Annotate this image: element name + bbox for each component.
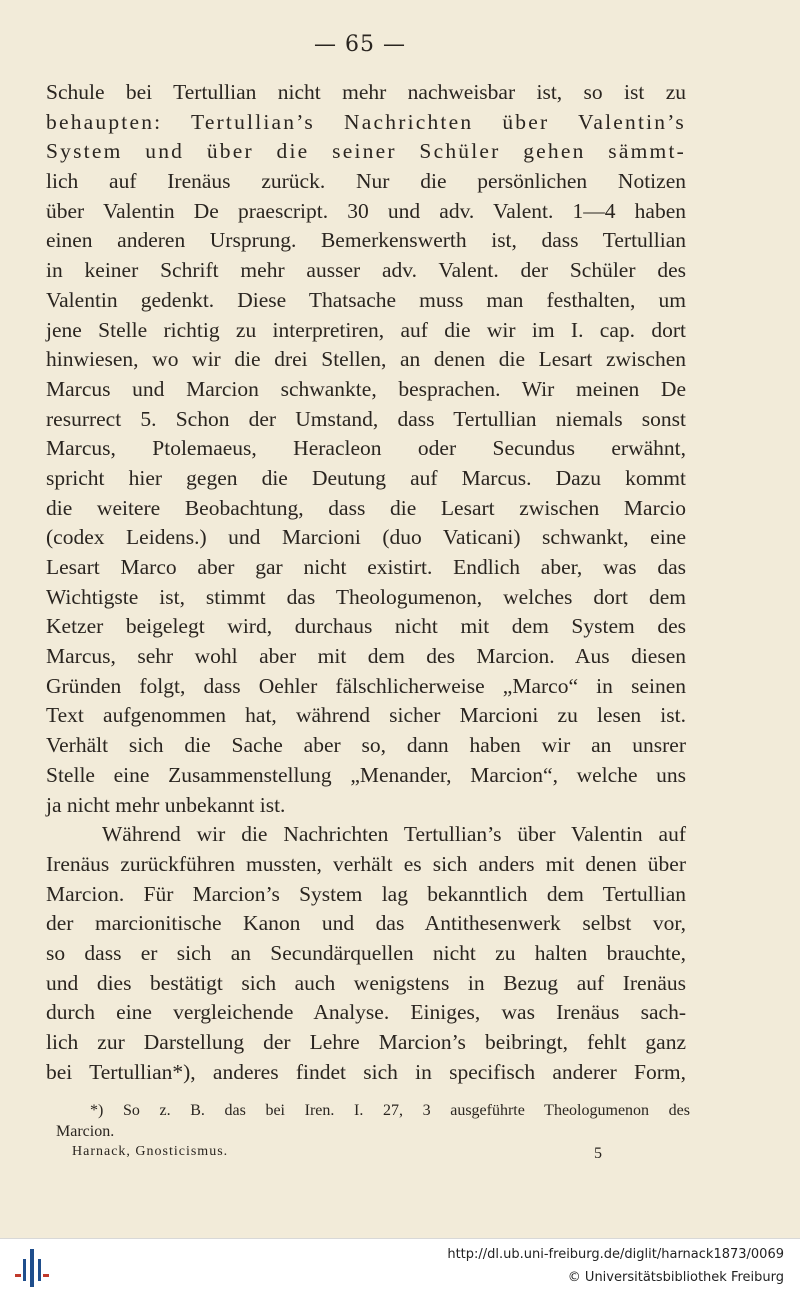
permalink-url[interactable]: http://dl.ub.uni-freiburg.de/diglit/harnack1873/0069: [447, 1247, 784, 1262]
text-line: der marcionitische Kanon und das Antithesenwerk selbst vor,: [46, 911, 686, 936]
copyright-notice: © Universitätsbibliothek Freiburg: [567, 1270, 784, 1285]
page-number: — 65 —: [314, 32, 406, 57]
text-line: Marcus, sehr wohl aber mit dem des Marcion. Aus diesen: [46, 644, 686, 669]
text-line: Gründen folgt, dass Oehler fälschlicherweise „Marco“ in seinen: [46, 673, 686, 698]
text-line: Irenäus zurückführen mussten, verhält es sich anders mit denen über: [46, 851, 686, 876]
text-line: behaupten: Tertullian’s Nachrichten über Valentin’s: [46, 109, 686, 134]
text-line: (codex Leidens.) und Marcioni (duo Vaticani) schwankt, eine: [46, 525, 686, 550]
text-line: Während wir die Nachrichten Tertullian’s über Valentin auf: [102, 822, 686, 847]
text-line: Marcus, Ptolemaeus, Heracleon oder Secundus erwähnt,: [46, 436, 686, 461]
text-line: resurrect 5. Schon der Umstand, dass Tertullian niemals sonst: [46, 406, 686, 431]
viewer-footer: [0, 1238, 800, 1297]
text-line: über Valentin De praescript. 30 und adv. Valent. 1—4 haben: [46, 198, 686, 223]
text-line: System und über die seiner Schüler gehen sämmt-: [46, 139, 686, 164]
text-line: in keiner Schrift mehr ausser adv. Valent. der Schüler des: [46, 258, 686, 283]
text-line: Marcion. Für Marcion’s System lag bekanntlich dem Tertullian: [46, 881, 686, 906]
printer-signature: Harnack, Gnosticismus.: [72, 1144, 229, 1159]
text-line: Schule bei Tertullian nicht mehr nachweisbar ist, so ist zu: [46, 80, 686, 104]
text-line: spricht hier gegen die Deutung auf Marcus. Dazu kommt: [46, 465, 686, 490]
ub-freiburg-logo-icon: [12, 1247, 52, 1289]
sheet-number: 5: [594, 1145, 602, 1162]
text-line: so dass er sich an Secundärquellen nicht zu halten brauchte,: [46, 940, 686, 965]
text-line: ja nicht mehr unbekannt ist.: [46, 792, 286, 817]
text-line: Wichtigste ist, stimmt das Theologumenon, welches dort dem: [46, 584, 686, 609]
text-line: Valentin gedenkt. Diese Thatsache muss man festhalten, um: [46, 287, 686, 312]
body-text: [46, 78, 686, 1087]
footnote-line: *) So z. B. das bei Iren. I. 27, 3 ausgeführte Theologumenon des: [90, 1102, 690, 1119]
text-line: einen anderen Ursprung. Bemerkenswerth ist, dass Tertullian: [46, 228, 686, 253]
text-line: durch eine vergleichende Analyse. Einiges, was Irenäus sach-: [46, 1000, 686, 1025]
footnote-line: Marcion.: [56, 1123, 115, 1140]
text-line: die weitere Beobachtung, dass die Lesart zwischen Marcio: [46, 495, 686, 520]
text-line: lich auf Irenäus zurück. Nur die persönlichen Notizen: [46, 169, 686, 194]
footnote: [56, 1100, 690, 1142]
text-line: lich zur Darstellung der Lehre Marcion’s beibringt, fehlt ganz: [46, 1030, 686, 1054]
text-line: Text aufgenommen hat, während sicher Marcioni zu lesen ist.: [46, 703, 686, 728]
text-line: jene Stelle richtig zu interpretiren, auf die wir im I. cap. dort: [46, 317, 686, 342]
text-line: Verhält sich die Sache aber so, dann haben wir an unsrer: [46, 733, 686, 758]
text-line: und dies bestätigt sich auch wenigstens in Bezug auf Irenäus: [46, 970, 686, 995]
text-line: Ketzer beigelegt wird, durchaus nicht mit dem System des: [46, 614, 686, 639]
text-line: Marcus und Marcion schwankte, besprachen. Wir meinen De: [46, 376, 686, 401]
text-line: Stelle eine Zusammenstellung „Menander, Marcion“, welche uns: [46, 762, 686, 787]
text-line: Lesart Marco aber gar nicht existirt. Endlich aber, was das: [46, 555, 686, 579]
text-line: hinwiesen, wo wir die drei Stellen, an denen die Lesart zwischen: [46, 347, 686, 372]
text-line: bei Tertullian*), anderes findet sich in specifisch anderer Form,: [46, 1059, 686, 1084]
